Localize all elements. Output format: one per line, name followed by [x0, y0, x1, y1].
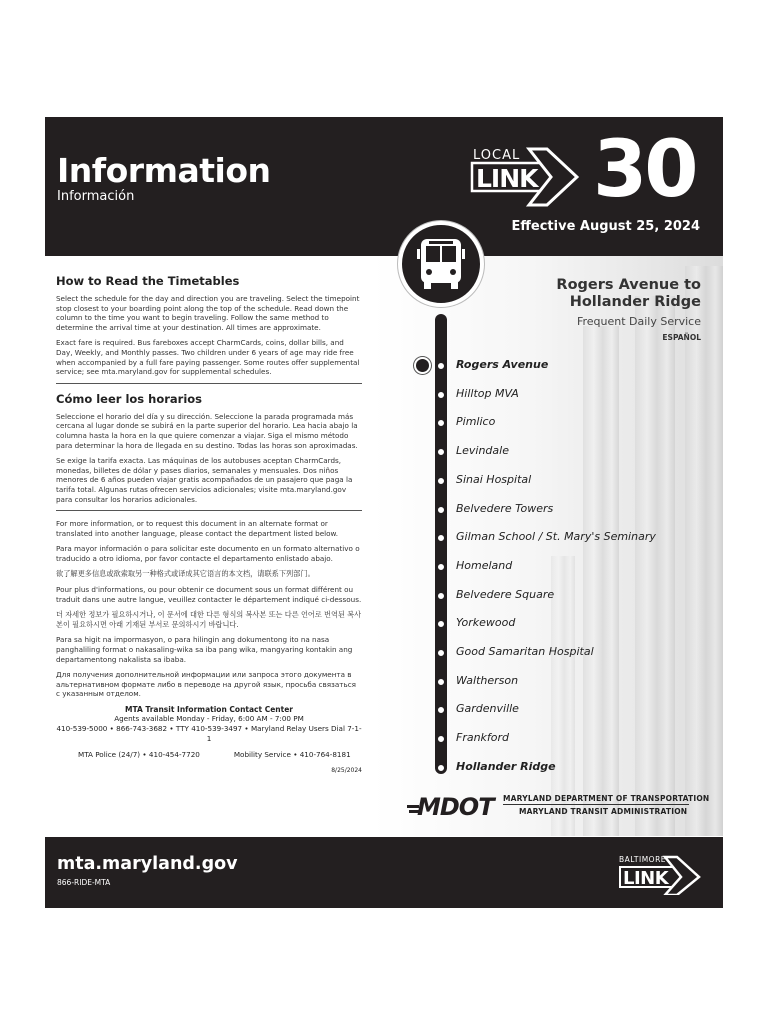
stop-label: Waltherson — [456, 673, 519, 687]
stop-label: Frankford — [456, 731, 510, 745]
stop-label: Gilman School / St. Mary's Seminary — [456, 530, 656, 544]
how-to-read-text: Select the schedule for the day and direction you are traveling. Select the timepoint stop closest to your boarding point along the top of the schedule. Read down the column to the time you want to begin traveling. Follow the same method to determine the arrival time at your destination. All times are approximate. — [56, 294, 360, 332]
contact-phones[interactable]: 410-539-5000 • 866-743-3682 • TTY 410-539-3497 • Maryland Relay Users Dial 7-1-1 — [56, 724, 362, 743]
stop-marker — [435, 504, 447, 516]
alt-format-fr: Pour plus d'informations, ou pour obtenir ce document sous un format différent ou traduit dans une autre langue, veuillez contacter le département indiqué ci-dessous. — [56, 585, 362, 604]
route-icon-circle — [398, 221, 484, 307]
alt-format-zh: 欲了解更多信息或欲索取另一种格式或译成其它语言的本文档，请联系下列部门。 — [56, 569, 315, 579]
contact-center-heading: MTA Transit Information Contact Center — [125, 705, 293, 714]
stop-label: Pimlico — [456, 415, 496, 429]
route-frequency: Frequent Daily Service — [576, 315, 701, 328]
alt-format-es: Para mayor información o para solicitar este documento en un formato alternativo o traducido a otro idioma, por favor contacte el departamento enlistado abajo. — [56, 544, 360, 563]
stop-label: Sinai Hospital — [456, 472, 532, 486]
tarifa-text: Se exige la tarifa exacta. Las máquinas de los autobuses aceptan CharmCards, monedas, billetes de dólar y pases diarios, semanales y mensuales. Dos niños menores de 6 años pueden viajar gratis acompañados de un pasajero que paga la tarifa total. Algunas rutas ofrecen servicios adicionales; visite mta.maryland.gov para consultar los horarios adicionales. — [56, 456, 353, 504]
mdot-divider — [503, 804, 689, 805]
stop-marker — [435, 618, 447, 630]
alt-format-ko: 더 자세한 정보가 필요하시거나, 이 문서에 대한 다른 형식의 복사본 또는 다른 언어로 번역된 복사본이 필요하시면 아래 기재된 부서로 문의하시기 바랍니다. — [56, 610, 362, 629]
print-date: 8/25/2024 — [331, 767, 362, 774]
stop-label: Belvedere Towers — [456, 501, 554, 515]
bus-icon — [402, 225, 480, 303]
header-band — [45, 117, 723, 256]
local-link-logo — [467, 145, 579, 209]
page-subtitle: Información — [57, 189, 135, 204]
como-leer-text: Seleccione el horario del día y su dirección. Seleccione la parada programada más cercana al lugar donde se subirá en la parte superior del horario. Lea hacia abajo la columna hasta la hora en la que quiere comenzar a viajar. Siga el mismo método para determinar la hora de llegada en su destino. Todas las horas son aproximadas. — [56, 411, 358, 450]
stop-marker — [435, 590, 447, 602]
contact-hours: Agents available Monday - Friday, 6:00 AM - 7:00 PM — [114, 714, 304, 723]
footer-band — [45, 837, 723, 908]
heading-how-to-read: How to Read the Timetables — [56, 274, 240, 288]
stop-label: Levindale — [456, 444, 509, 458]
phone-number[interactable]: 866-RIDE-MTA — [57, 878, 111, 887]
heading-como-leer: Cómo leer los horarios — [56, 391, 203, 406]
stop-marker — [435, 704, 447, 716]
route-name: Rogers Avenue to Hollander Ridge — [556, 277, 701, 310]
stop-marker — [435, 647, 447, 659]
alt-format-ru: Для получения дополнительной информации или запроса этого документа в альтернативном формате либо в переводе на другой язык, просьба связаться с указанным отделом. — [56, 670, 356, 699]
route-number: 30 — [593, 125, 696, 215]
stop-marker — [435, 532, 447, 544]
stop-marker — [435, 561, 447, 573]
mdot-department: MARYLAND DEPARTMENT OF TRANSPORTATION — [503, 794, 710, 803]
stop-label: Hollander Ridge — [456, 759, 556, 773]
stop-marker — [435, 417, 447, 429]
info-column — [56, 274, 362, 774]
mta-administration: MARYLAND TRANSIT ADMINISTRATION — [519, 807, 688, 816]
stop-label: Belvedere Square — [456, 587, 555, 601]
schedule-panel — [45, 117, 723, 908]
stop-label: Gardenville — [456, 702, 519, 716]
fare-text: Exact fare is required. Bus fareboxes accept CharmCards, coins, dollar bills, and Day, Weekly, and Monthly passes. Two children under 6 years of age may ride free when accompanied by a full fare paying passenger. Some routes offer supplemental service; see mta.maryland.gov for supplemental schedules. — [56, 338, 360, 377]
baltimore-link-logo — [617, 853, 703, 895]
stop-marker — [435, 475, 447, 487]
stop-marker — [435, 360, 447, 372]
alt-format-tl: Para sa higit na impormasyon, o para hilingin ang dokumentong ito na nasa panghaliling format o nakasaling-wika sa iba pang wika, mangyaring kontakin ang departamentong nakalista sa ibaba. — [56, 635, 353, 664]
police-phone[interactable]: MTA Police (24/7) • 410-454-7720 — [78, 750, 200, 759]
page-title: Information — [57, 151, 271, 190]
mobility-phone[interactable]: Mobility Service • 410-764-8181 — [233, 750, 351, 759]
espanol-link[interactable]: ESPAÑOL — [662, 333, 701, 342]
mdot-logo-text: MDOT — [417, 793, 494, 819]
stop-label: Hilltop MVA — [456, 386, 519, 400]
local-link-logo-link: LINK — [476, 164, 538, 193]
stop-marker — [435, 676, 447, 688]
stop-label: Yorkewood — [456, 616, 516, 630]
transfer-hub-icon — [414, 357, 431, 374]
stop-marker — [435, 762, 447, 774]
stop-marker — [435, 446, 447, 458]
stop-label: Homeland — [456, 558, 513, 572]
divider — [56, 383, 362, 384]
alt-format-en: For more information, or to request this document in an alternate format or translated into another language, please contact the department listed below. — [56, 519, 339, 538]
stop-label: Rogers Avenue — [456, 358, 549, 371]
local-link-logo-local: LOCAL — [473, 148, 521, 163]
stop-marker — [435, 389, 447, 401]
baltimore-link-logo-link: LINK — [623, 868, 669, 889]
stop-label: Good Samaritan Hospital — [456, 645, 594, 658]
divider — [56, 510, 362, 511]
website-link[interactable]: mta.maryland.gov — [57, 854, 238, 874]
effective-date: Effective August 25, 2024 — [511, 219, 700, 234]
service-phones — [56, 750, 362, 759]
baltimore-link-logo-baltimore: BALTIMORE — [619, 855, 667, 864]
stop-marker — [435, 733, 447, 745]
